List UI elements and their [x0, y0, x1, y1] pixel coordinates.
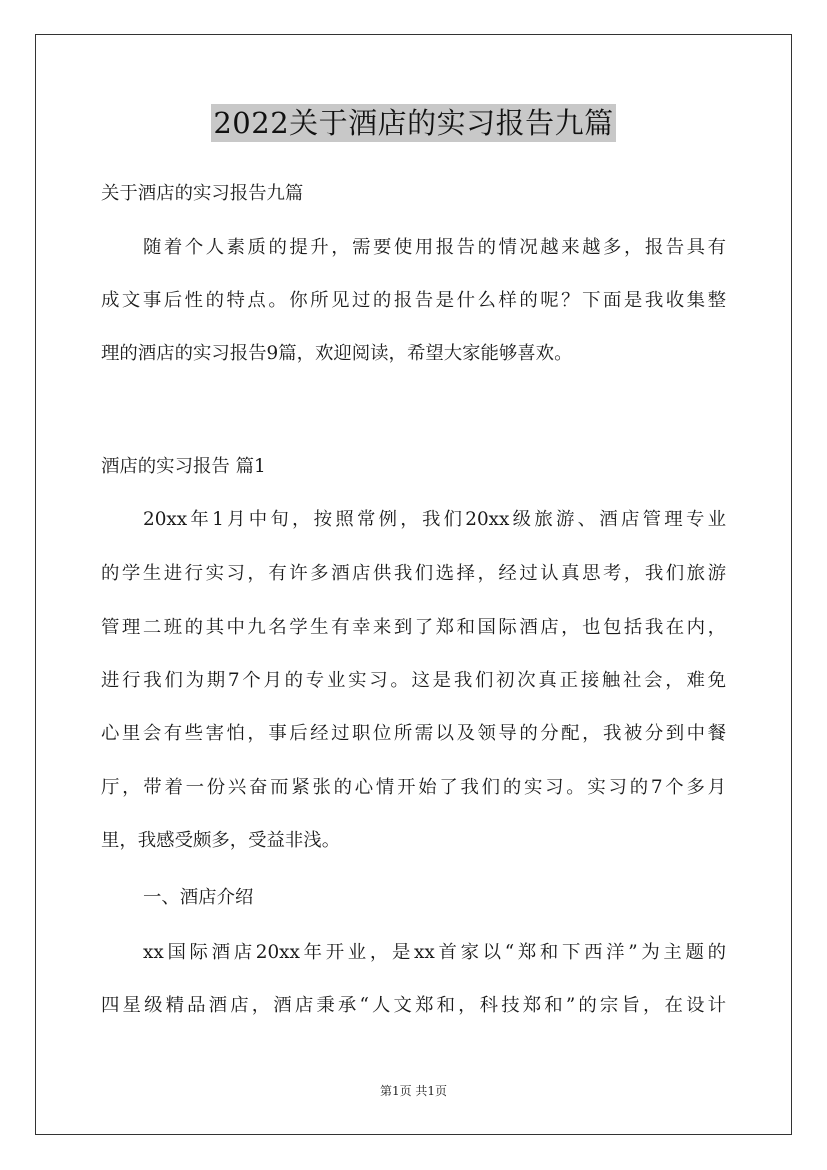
section-line: 里，我感受颇多，受益非浅。 [101, 830, 341, 851]
document-title: 2022关于酒店的实习报告九篇 [213, 106, 614, 140]
section-line: 的学生进行实习，有许多酒店供我们选择，经过认真思考，我们旅游 [101, 563, 726, 584]
subsection-line: xx国际酒店20xx年开业，是xx首家以“郑和下西洋”为主题的 [143, 942, 726, 963]
title-container [0, 104, 827, 142]
intro-line: 成文事后性的特点。你所见过的报告是什么样的呢？下面是我收集整 [101, 290, 726, 311]
document-subtitle: 关于酒店的实习报告九篇 [101, 183, 304, 204]
section-line: 20xx年1月中旬，按照常例，我们20xx级旅游、酒店管理专业 [143, 509, 726, 530]
section-line: 厅，带着一份兴奋而紧张的心情开始了我们的实习。实习的7个多月 [101, 777, 726, 798]
section-line: 进行我们为期7个月的专业实习。这是我们初次真正接触社会，难免 [101, 670, 726, 691]
subsection-line: 四星级精品酒店，酒店秉承“人文郑和，科技郑和”的宗旨，在设计 [101, 995, 726, 1016]
section-line: 管理二班的其中九名学生有幸来到了郑和国际酒店，也包括我在内， [101, 617, 726, 638]
section-line: 心里会有些害怕，事后经过职位所需以及领导的分配，我被分到中餐 [101, 723, 726, 744]
subsection-heading: 一、酒店介绍 [143, 887, 254, 908]
intro-line: 随着个人素质的提升，需要使用报告的情况越来越多，报告具有 [143, 237, 726, 258]
page-footer: 第1页 共1页 [379, 1084, 448, 1098]
section-heading: 酒店的实习报告 篇1 [101, 456, 266, 477]
intro-line: 理的酒店的实习报告9篇，欢迎阅读，希望大家能够喜欢。 [101, 343, 573, 364]
